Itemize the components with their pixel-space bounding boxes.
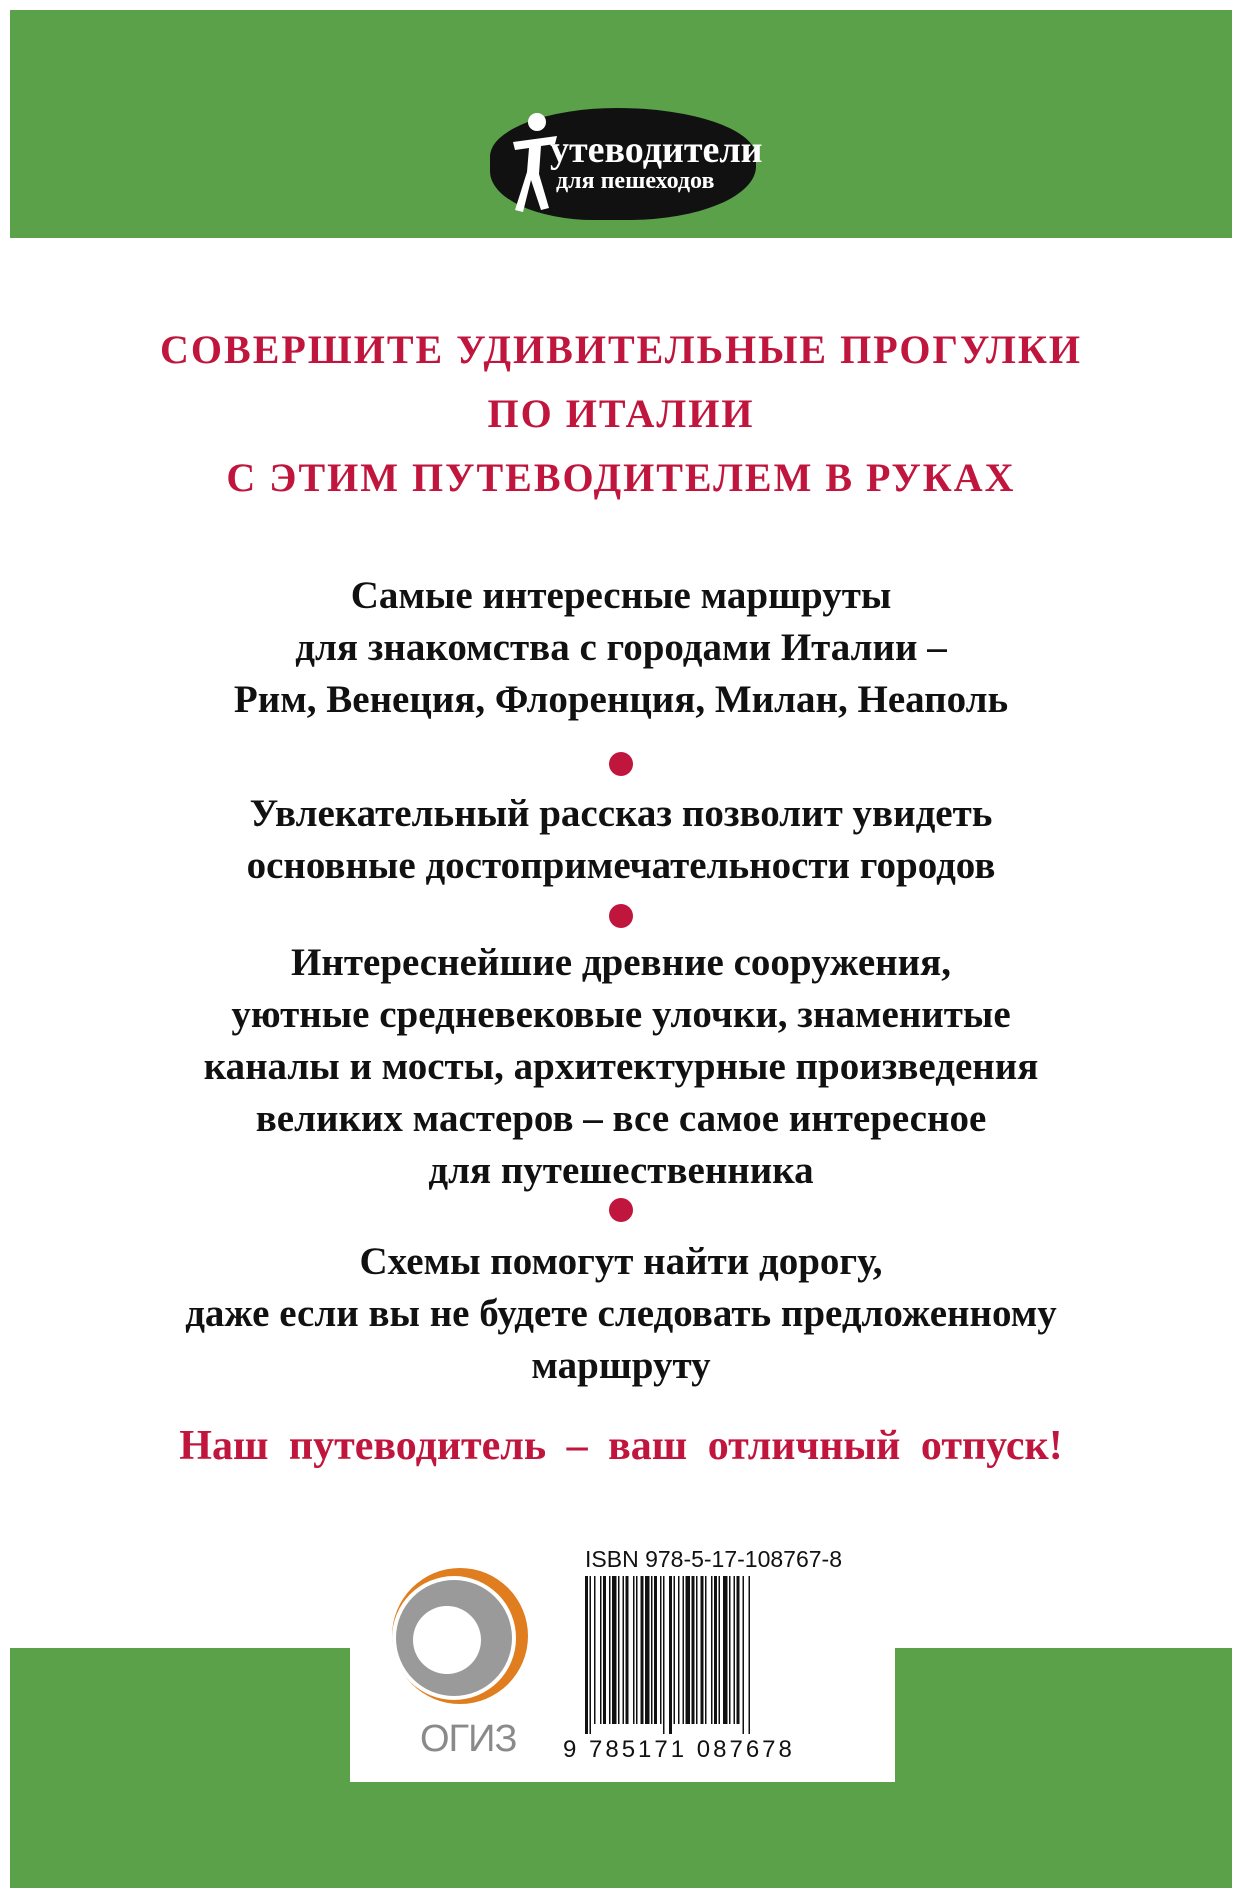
- feature-line: основные достопримечательности городов: [246, 844, 996, 887]
- barcode-bar: [683, 1576, 685, 1724]
- barcode-bar: [600, 1576, 602, 1724]
- barcode-bar: [585, 1576, 588, 1734]
- barcode-bar: [701, 1576, 704, 1724]
- feature-block-2: [0, 788, 1242, 892]
- barcode-bar: [669, 1576, 672, 1734]
- feature-line: Увлекательный рассказ позволит увидеть: [249, 792, 993, 835]
- barcode-bar: [749, 1576, 751, 1734]
- bullet-dot: [609, 1198, 633, 1222]
- barcode-bar: [711, 1576, 713, 1724]
- barcode-bar: [674, 1576, 676, 1724]
- barcode-bar: [734, 1576, 736, 1724]
- feature-line: Самые интересные маршруты: [350, 574, 892, 617]
- barcode-bar: [633, 1576, 635, 1724]
- feature-line: Схемы помогут найти дорогу,: [359, 1240, 883, 1283]
- barcode-bar: [729, 1576, 731, 1724]
- headline-line: СОВЕРШИТЕ УДИВИТЕЛЬНЫЕ ПРОГУЛКИ: [160, 327, 1082, 372]
- barcode-bar: [636, 1576, 638, 1724]
- barcode-bar: [663, 1576, 665, 1734]
- feature-line: для знакомства с городами Италии –: [295, 626, 947, 669]
- feature-line: Интереснейшие древние сооружения,: [291, 941, 951, 984]
- slogan: Наш путеводитель – ваш отличный отпуск!: [179, 1423, 1063, 1469]
- feature-line: Рим, Венеция, Флоренция, Милан, Неаполь: [233, 678, 1009, 721]
- barcode-bar: [737, 1576, 740, 1724]
- barcode-bar: [723, 1576, 728, 1724]
- feature-line: каналы и мосты, архитектурные произведения: [203, 1045, 1039, 1088]
- barcode-bar: [645, 1576, 650, 1724]
- barcode-bar: [714, 1576, 717, 1724]
- barcode-bar: [651, 1576, 653, 1724]
- barcode-bar: [590, 1576, 592, 1734]
- publisher-name: ОГИЗ: [420, 1718, 517, 1760]
- headline-line: ПО ИТАЛИИ: [487, 391, 755, 436]
- barcode-bar: [686, 1576, 691, 1724]
- barcode-bar: [641, 1576, 644, 1724]
- publisher-ring-logo-icon: [385, 1556, 535, 1716]
- barcode-bar: [612, 1576, 617, 1724]
- bullet-dot: [609, 904, 633, 928]
- barcode-digits: 9 785171 087678: [563, 1736, 795, 1763]
- barcode-bar: [743, 1576, 745, 1734]
- barcode-bar: [719, 1576, 721, 1724]
- barcode-bar: [654, 1576, 657, 1724]
- headline-line: С ЭТИМ ПУТЕВОДИТЕЛЕМ В РУКАХ: [226, 455, 1016, 500]
- barcode-bar: [594, 1576, 596, 1724]
- barcode-bar: [618, 1576, 620, 1724]
- barcode-bar: [609, 1576, 611, 1724]
- barcode-bar: [623, 1576, 625, 1724]
- feature-line: даже если вы не будете следовать предложенному: [185, 1292, 1057, 1335]
- isbn-label: ISBN 978-5-17-108767-8: [585, 1546, 842, 1572]
- barcode-icon: [585, 1576, 840, 1734]
- feature-line: маршруту: [531, 1344, 711, 1387]
- headline: [0, 318, 1242, 510]
- bullet-dot: [609, 752, 633, 776]
- feature-block-1: [0, 570, 1242, 726]
- barcode-bar: [705, 1576, 707, 1724]
- barcode-bar: [692, 1576, 695, 1724]
- feature-block-4: [0, 1236, 1242, 1392]
- feature-line: великих мастеров – все самое интересное: [255, 1097, 987, 1140]
- barcode-bar: [626, 1576, 629, 1724]
- barcode-bar: [660, 1576, 662, 1724]
- barcode-bar: [678, 1576, 680, 1724]
- feature-line: уютные средневековые улочки, знаменитые: [231, 993, 1011, 1036]
- feature-block-3: [0, 937, 1242, 1197]
- barcode-bar: [696, 1576, 698, 1724]
- feature-line: для путешественника: [428, 1149, 814, 1192]
- series-logo-subtitle: для пешеходов: [556, 168, 715, 194]
- barcode-bar: [603, 1576, 606, 1724]
- series-logo-title: утеводители: [550, 129, 763, 171]
